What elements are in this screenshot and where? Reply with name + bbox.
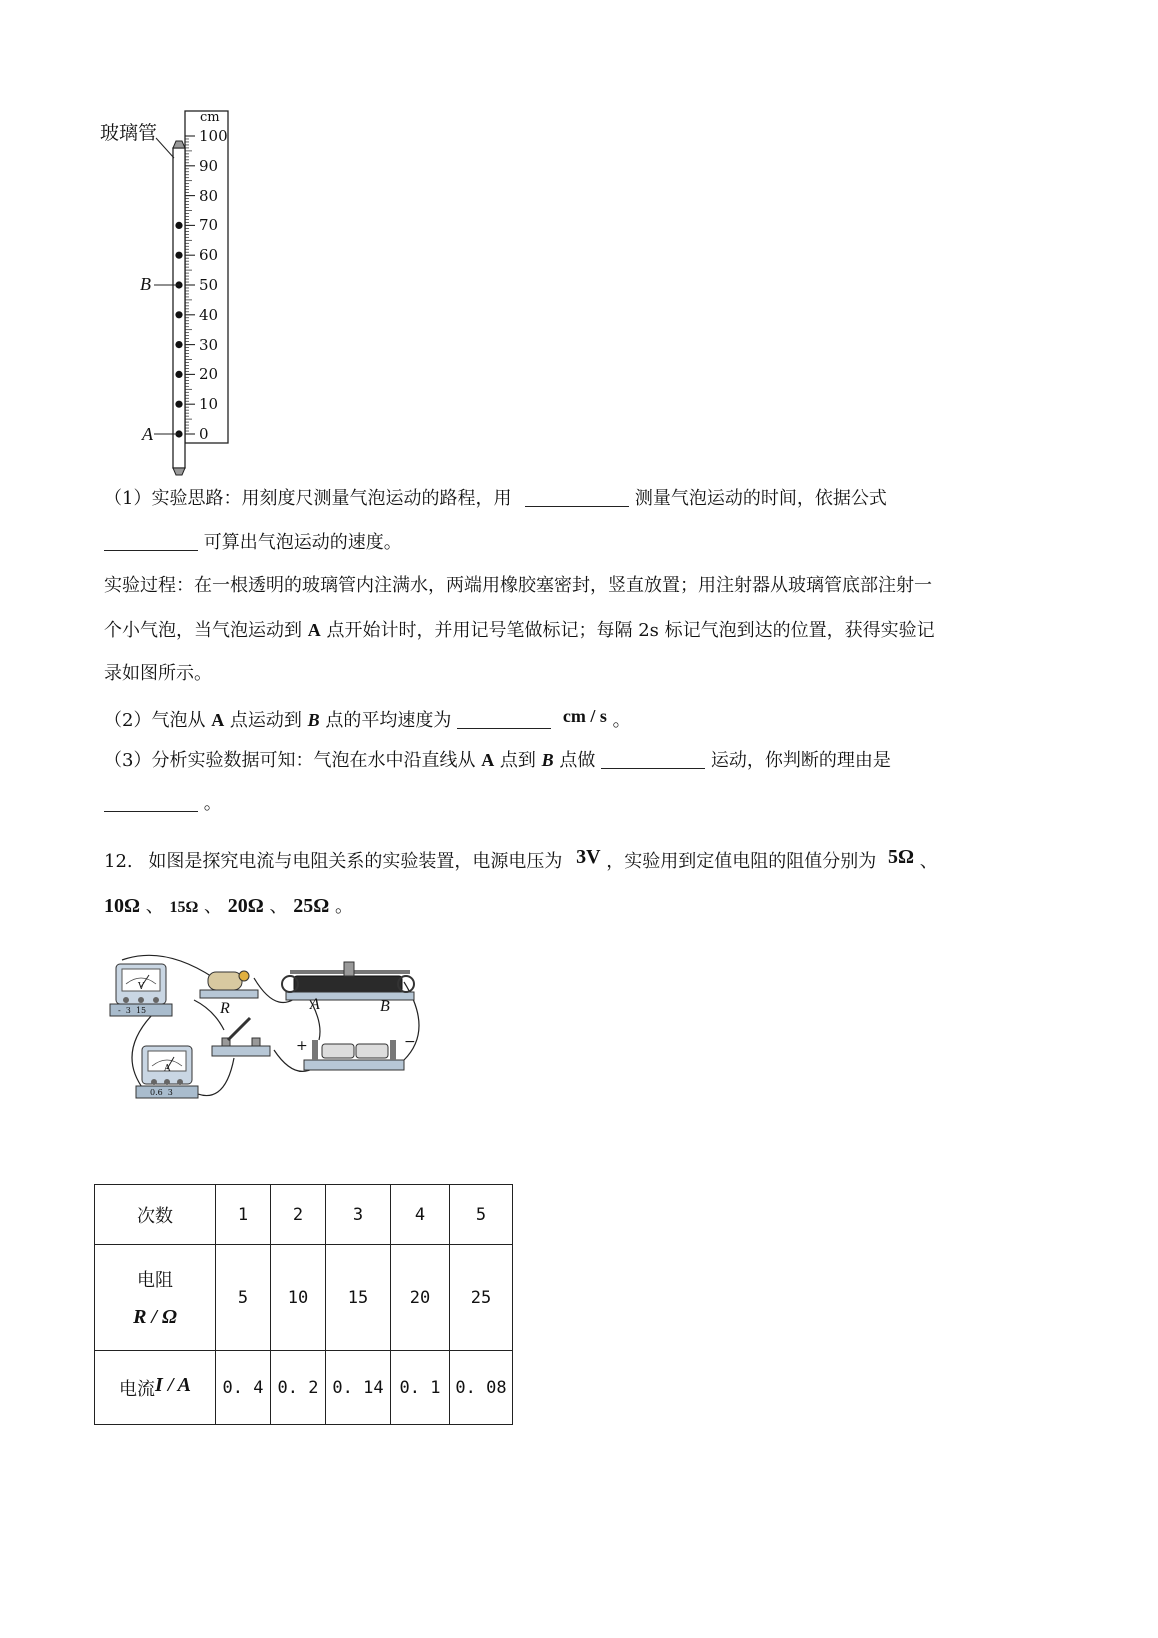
ruler-tick-label: 40 — [199, 305, 219, 324]
answer-blank-motion[interactable] — [601, 750, 705, 769]
ammeter-terminals: 0.6 3 — [150, 1088, 173, 1097]
row-header: 次数 — [95, 1185, 216, 1245]
table-cell: 2 — [271, 1185, 326, 1245]
ruler-unit: cm — [200, 110, 220, 125]
ruler-tick-label: 80 — [199, 186, 219, 205]
voltmeter-terminals: - 3 15 — [118, 1006, 147, 1015]
ruler-tick-label: 50 — [199, 276, 219, 294]
table-cell: 4 — [391, 1185, 450, 1245]
q11-process-line2: 个小气泡，当气泡运动到 A 点开始计时，并用记号笔做标记；每隔 2s 标记气泡到达的位置，获得实验记 — [104, 620, 935, 641]
answer-blank-timer[interactable] — [525, 488, 629, 507]
q11-part3-line2: 。 — [104, 793, 222, 815]
q11-part2: （2）气泡从 A 点运动到 B 点的平均速度为 cm / s 。 — [104, 706, 631, 731]
table-cell: 20 — [391, 1245, 450, 1351]
bubble-mark — [175, 371, 182, 378]
table-cell: 0. 08 — [450, 1351, 513, 1425]
table-cell: 10 — [271, 1245, 326, 1351]
q11-process-line3: 录如图所示。 — [104, 663, 212, 684]
rheostat-b-label: B — [380, 998, 390, 1015]
circuit-figure — [104, 950, 434, 1122]
table-cell: 25 — [450, 1245, 513, 1351]
ruler-tick-label: 10 — [199, 395, 219, 414]
battery-plus: + — [296, 1038, 308, 1054]
table-cell: 0. 1 — [391, 1351, 450, 1425]
rheostat-a-label: A — [310, 996, 320, 1013]
voltmeter-symbol: V — [138, 982, 145, 992]
q11-part1-line1: （1）实验思路：用刻度尺测量气泡运动的路程，用 测量气泡运动的时间，依据公式 — [104, 488, 887, 509]
tube-ruler-svg — [98, 108, 248, 480]
q12-line1: 12. 如图是探究电流与电阻关系的实验装置，电源电压为 3V ，实验用到定值电阻的阻值分别为 5Ω 、 — [104, 846, 938, 872]
battery-minus: − — [404, 1034, 416, 1050]
ruler-tick-label: 70 — [199, 216, 219, 235]
row-header: 电流I / A — [95, 1351, 216, 1425]
battery-holder — [304, 1040, 404, 1070]
table-cell: 0. 4 — [216, 1351, 271, 1425]
table-cell: 3 — [326, 1185, 391, 1245]
answer-blank-reason[interactable] — [104, 793, 198, 812]
table-cell: 1 — [216, 1185, 271, 1245]
table-cell: 5 — [450, 1185, 513, 1245]
tube-label: 玻璃管 — [100, 122, 158, 144]
question-number: 12. — [104, 851, 133, 872]
row-header: 电阻 R / Ω — [95, 1245, 216, 1351]
answer-blank-formula[interactable] — [104, 532, 198, 551]
q11-part3-line1: （3）分析实验数据可知：气泡在水中沿直线从 A 点到 B 点做 运动，你判断的理由是 — [104, 750, 891, 771]
data-table — [94, 1184, 513, 1425]
ruler-tick-label: 90 — [199, 156, 219, 175]
bubble-mark — [175, 222, 182, 229]
table-row-current — [95, 1351, 513, 1425]
q11-part1-line2: 可算出气泡运动的速度。 — [104, 532, 402, 554]
bubble-mark — [175, 341, 182, 348]
resistor-label: R — [220, 1000, 230, 1017]
table-row-resistance — [95, 1245, 513, 1351]
glass-tube-figure — [98, 108, 248, 480]
point-b-label: B — [140, 274, 151, 294]
q12-line2: 10Ω 、 15Ω 、 20Ω 、 25Ω 。 — [104, 895, 353, 917]
table-cell: 0. 14 — [326, 1351, 391, 1425]
ruler-tick-label: 30 — [199, 335, 219, 354]
point-a-label: A — [142, 424, 153, 444]
ruler-tick-label: 100 — [199, 127, 228, 145]
answer-blank-speed[interactable] — [457, 710, 551, 729]
table-cell: 5 — [216, 1245, 271, 1351]
ammeter-symbol: A — [164, 1064, 171, 1074]
table-cell: 15 — [326, 1245, 391, 1351]
rheostat — [282, 962, 414, 1000]
ruler-tick-label: 20 — [199, 365, 219, 384]
table-cell: 0. 2 — [271, 1351, 326, 1425]
table-row-trials — [95, 1185, 513, 1245]
bubble-mark — [175, 311, 182, 318]
bubble-mark — [175, 252, 182, 259]
q11-process-line1: 实验过程：在一根透明的玻璃管内注满水，两端用橡胶塞密封，竖直放置；用注射器从玻璃管底部注射一 — [104, 575, 932, 596]
bubble-mark — [175, 401, 182, 408]
ruler-tick-label: 60 — [199, 246, 219, 265]
ruler-tick-label: 0 — [199, 425, 209, 443]
